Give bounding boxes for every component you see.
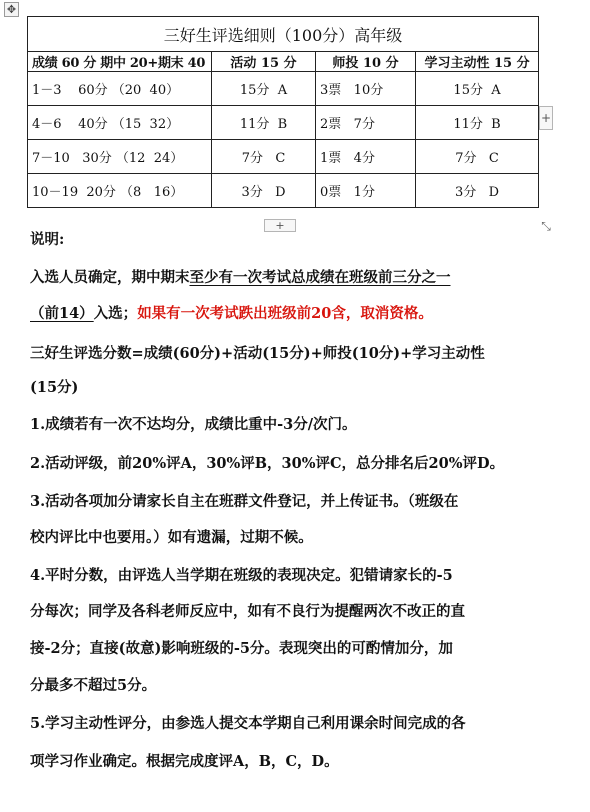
rule-item-5: 项学习作业确定。根据完成度评A，B，C，D。 bbox=[30, 753, 339, 770]
cell-initiative: 7分 C bbox=[416, 140, 539, 174]
table-row bbox=[28, 140, 539, 174]
cell-grade: 7－10 30分 （12 24） bbox=[28, 140, 212, 174]
table-move-handle-icon[interactable]: ✥ bbox=[4, 2, 19, 17]
formula-line: (15分) bbox=[30, 379, 79, 396]
cell-vote: 2票 7分 bbox=[316, 106, 416, 140]
cell-initiative: 3分 D bbox=[416, 174, 539, 208]
rule-item-1: 1.成绩若有一次不达均分，成绩比重中-3分/次门。 bbox=[30, 416, 357, 433]
rule-item-4: 接-2分；直接(故意)影响班级的-5分。表现突出的可酌情加分，加 bbox=[30, 640, 453, 657]
table-header-row bbox=[28, 52, 539, 72]
criteria-table bbox=[27, 16, 539, 208]
text-span: 入选人员确定，期中期末 bbox=[30, 269, 190, 286]
underlined-text: （前14） bbox=[30, 305, 94, 322]
cell-vote: 0票 1分 bbox=[316, 174, 416, 208]
text-span: 入选； bbox=[93, 305, 138, 322]
rule-item-4: 分每次；同学及各科老师反应中，如有不良行为提醒两次不改正的直 bbox=[30, 603, 465, 620]
cell-activity: 7分 C bbox=[212, 140, 316, 174]
rule-item-3: 校内评比中也要用。）如有遗漏，过期不候。 bbox=[30, 529, 313, 546]
formula-line: 三好生评选分数=成绩(60分)+活动(15分)+师投(10分)+学习主动性 bbox=[30, 345, 485, 362]
table-row bbox=[28, 174, 539, 208]
cell-grade: 4－6 40分 （15 32） bbox=[28, 106, 212, 140]
add-row-icon[interactable]: + bbox=[264, 219, 296, 232]
add-column-icon[interactable]: + bbox=[539, 106, 553, 130]
cell-vote: 3票 10分 bbox=[316, 72, 416, 106]
rule-item-3: 3.活动各项加分请家长自主在班群文件登记，并上传证书。（班级在 bbox=[30, 493, 459, 510]
rule-item-2: 2.活动评级，前20%评A，30%评B，30%评C，总分排名后20%评D。 bbox=[30, 455, 505, 472]
resize-handle-icon[interactable]: ⤡ bbox=[541, 219, 551, 233]
header-grade: 成绩 60 分 期中 20+期末 40 bbox=[28, 52, 212, 72]
header-teacher-vote: 师投 10 分 bbox=[316, 52, 416, 72]
cell-initiative: 15分 A bbox=[416, 72, 539, 106]
table-title: 三好生评选细则（100分）高年级 bbox=[28, 17, 539, 52]
cell-activity: 11分 B bbox=[212, 106, 316, 140]
paragraph-selection bbox=[30, 266, 451, 287]
header-initiative: 学习主动性 15 分 bbox=[416, 52, 539, 72]
table-row bbox=[28, 106, 539, 140]
cell-initiative: 11分 B bbox=[416, 106, 539, 140]
rule-item-5: 5.学习主动性评分，由参选人提交本学期自己利用课余时间完成的各 bbox=[30, 715, 466, 732]
underlined-text: 至少有一次考试总成绩在班级前三分之一 bbox=[189, 269, 451, 286]
rule-item-4: 4.平时分数，由评选人当学期在班级的表现决定。犯错请家长的-5 bbox=[30, 567, 453, 584]
rule-item-4: 分最多不超过5分。 bbox=[30, 677, 157, 694]
cell-vote: 1票 4分 bbox=[316, 140, 416, 174]
header-activity: 活动 15 分 bbox=[212, 52, 316, 72]
table-row bbox=[28, 72, 539, 106]
cell-activity: 15分 A bbox=[212, 72, 316, 106]
notes-heading: 说明: bbox=[30, 231, 65, 248]
cell-activity: 3分 D bbox=[212, 174, 316, 208]
cell-grade: 10－19 20分 （8 16） bbox=[28, 174, 212, 208]
paragraph-selection-cont bbox=[30, 302, 433, 323]
cell-grade: 1－3 60分 （20 40） bbox=[28, 72, 212, 106]
disqualification-warning: 如果有一次考试跌出班级前20含，取消资格。 bbox=[137, 305, 433, 322]
